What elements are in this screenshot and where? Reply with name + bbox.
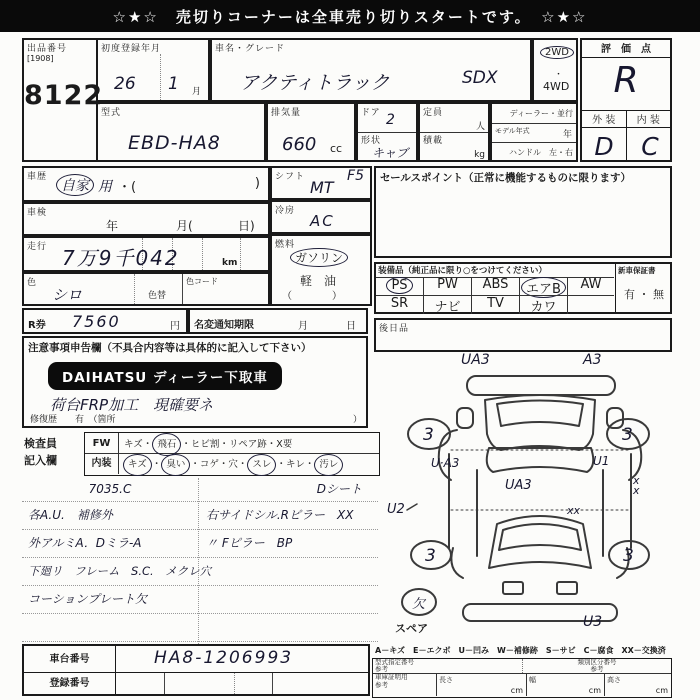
height-unit: cm <box>655 686 668 695</box>
history-circled: 自家 <box>56 174 94 196</box>
drive-type-box <box>532 38 578 102</box>
ac-box <box>270 200 372 234</box>
inspection-month: 月( <box>176 219 193 233</box>
u2-arrow <box>407 504 417 510</box>
color-label: 色 <box>27 278 38 288</box>
shift-note: F5 <box>347 168 364 184</box>
mark-edge-x <box>633 476 640 496</box>
registration-label: 登録番号 <box>24 673 116 694</box>
notes-row <box>22 558 378 586</box>
interior-item: コゲ <box>199 459 219 470</box>
model-value: EBD-HA8 <box>128 132 221 154</box>
history-label: 車歴 <box>27 172 48 182</box>
wheel-rl-mark: 3 <box>425 546 436 566</box>
notes-area <box>22 478 378 644</box>
equip-navi: ナビ <box>424 296 472 314</box>
first-registration-box <box>96 38 210 102</box>
separator: ・ <box>142 439 153 450</box>
sales-point-box <box>374 166 672 258</box>
chassis-row <box>24 646 368 673</box>
door-label: ドア <box>361 108 381 118</box>
divider <box>234 673 235 694</box>
mileage-value: 7万9千042 <box>62 246 180 270</box>
divider <box>492 123 576 124</box>
equipment-row2 <box>376 295 614 314</box>
r-ticket-box <box>22 308 188 334</box>
shift-box <box>270 166 372 200</box>
type-designation-label: 型式指定番号 <box>375 658 414 666</box>
fw-label: FW <box>85 433 119 453</box>
fw-item: ヒビ割 <box>190 439 220 450</box>
equipment-header: 装備品（純正品に限り○をつけてください） <box>376 264 614 278</box>
exterior-label: 外 装 <box>582 111 627 127</box>
rear-foot-left <box>503 582 523 594</box>
repair-history-close: ） <box>352 415 362 425</box>
interior-value: C <box>641 132 659 161</box>
shape-value: キャブ <box>372 146 409 160</box>
mark-rear: U3 <box>583 614 603 630</box>
reference-table <box>372 658 672 698</box>
later-items-box <box>374 318 672 352</box>
car-name-value: アクティトラック <box>240 72 390 94</box>
mark-side-right: U1 <box>593 454 610 468</box>
notes-row <box>22 586 378 614</box>
inspection-year: 年 <box>106 219 119 233</box>
height-label: 高さ <box>607 676 621 684</box>
model-year-unit: 年 <box>562 130 572 140</box>
notice-box <box>22 336 368 428</box>
dealer-trade-in-badge: DAIHATSU ディーラー下取車 <box>48 362 282 390</box>
windshield <box>497 401 583 427</box>
exterior-value: D <box>594 132 614 161</box>
top-banner <box>0 0 700 32</box>
spare-label: スペア <box>395 622 428 635</box>
interior-item-circled: 臭い <box>161 454 190 476</box>
mark-mid-right: xx <box>567 504 581 517</box>
inspector-interior-row <box>85 454 379 474</box>
registration-row <box>24 673 368 694</box>
type-designation-cell <box>373 659 523 673</box>
equip-ps: PS <box>386 277 412 294</box>
first-reg-month: 1 <box>168 74 179 94</box>
x-mark: x <box>633 474 640 487</box>
drive-dot: ・ <box>554 70 564 80</box>
registration-value <box>116 673 368 694</box>
height-cell <box>605 674 671 696</box>
drive-4wd: 4WD <box>543 80 570 93</box>
rating-value: R <box>613 60 639 101</box>
length-cell <box>437 674 527 696</box>
equip-aw: AW <box>580 277 602 292</box>
type-designation-sub: 参考 <box>375 665 388 674</box>
r-ticket-label: R券 <box>28 320 46 331</box>
shift-value: MT <box>310 178 334 197</box>
first-reg-label: 初度登録年月 <box>101 44 162 54</box>
rating-header: 評 価 点 <box>582 40 670 58</box>
ext-int-header <box>582 110 670 128</box>
warranty-cell <box>615 264 670 312</box>
class-label: 類別区分番号 <box>577 658 617 666</box>
ac-value: AC <box>310 212 335 230</box>
name-change-day: 日 <box>346 321 356 332</box>
equipment-box <box>374 262 672 314</box>
displacement-unit: cc <box>330 142 343 155</box>
month-suffix: 月 <box>192 87 202 97</box>
r-ticket-unit: 円 <box>170 321 180 332</box>
drive-2wd: 2WD <box>540 46 574 59</box>
interior-item: キレ <box>285 459 305 470</box>
chassis-value: HA8-1206993 <box>154 648 294 668</box>
note-left-3: 下廻リ フレーム S.C. メクレ穴 <box>28 564 212 578</box>
fw-item-circled: 飛石 <box>152 433 181 456</box>
warranty-value: 有 ・ 無 <box>624 288 664 301</box>
mark-front-left: UA3 <box>461 352 490 368</box>
divider <box>626 127 627 160</box>
inspection-box <box>22 202 270 236</box>
separator: ・ <box>266 439 277 450</box>
car-name-box <box>210 38 532 102</box>
rear-window <box>499 524 581 550</box>
interior-item-circled: 汚レ <box>314 454 343 476</box>
history-box <box>22 166 270 202</box>
capacity-load-box <box>418 102 490 162</box>
front-bumper <box>467 376 615 395</box>
sales-point-header: セールスポイント（正常に機能するものに限ります） <box>380 172 632 184</box>
equip-leather: カワ <box>520 296 568 314</box>
model-label: 型式 <box>101 108 122 118</box>
chassis-label: 車台番号 <box>24 646 116 672</box>
separator: ・ <box>276 459 286 470</box>
mark-front-right: A3 <box>583 352 602 368</box>
separator: ・ <box>304 459 315 470</box>
shape-label: 形状 <box>361 136 382 146</box>
note-left-4: コーションプレート欠 <box>28 592 148 606</box>
notice-note: 荷台FRP加工 現確要ネ <box>50 396 214 414</box>
divider <box>134 274 135 304</box>
divider <box>160 54 161 100</box>
note-right-3 <box>198 558 378 585</box>
history-rest: 用 <box>98 179 112 195</box>
fender-front-left <box>439 430 457 480</box>
separator: ・ <box>237 459 248 470</box>
door-shape-box <box>356 102 418 162</box>
inspection-day: 日) <box>238 219 255 233</box>
divider <box>182 274 183 304</box>
later-items-label: 後日品 <box>379 324 410 334</box>
notes-row <box>22 478 378 502</box>
divider <box>240 238 241 270</box>
first-reg-year: 26 <box>114 74 136 94</box>
width-cell <box>527 674 605 696</box>
separator: ・ <box>190 459 200 470</box>
width-label: 幅 <box>529 676 536 684</box>
mileage-unit: km <box>222 258 238 268</box>
separator: ・ <box>218 459 229 470</box>
equip-airbag: エアB <box>521 277 566 298</box>
reference-row-1 <box>373 659 671 674</box>
length-unit: cm <box>510 686 523 695</box>
note-right-5 <box>198 614 378 641</box>
fuel-gasoline: ガソリン <box>290 248 348 267</box>
inspector-label-line2: 記入欄 <box>24 453 57 467</box>
divider <box>164 673 165 694</box>
mileage-label: 走行 <box>27 242 48 252</box>
equip-abs: ABS <box>472 277 520 295</box>
mirror-left <box>457 408 473 428</box>
dealer-col-box <box>490 102 578 162</box>
warranty-label: 新車保証書 <box>618 266 656 275</box>
color-code-label: 色コード <box>186 277 218 286</box>
inspector-label-line1: 検査員 <box>24 437 57 450</box>
cab-back <box>487 448 594 472</box>
interior-item-circled: キズ <box>123 454 152 476</box>
notes-row <box>22 530 378 558</box>
damage-legend: A－キズ E－エクボ U－凹み W－補修跡 S－サビ C－腐食 XX－交換済 <box>375 646 666 655</box>
displacement-label: 排気量 <box>271 108 302 118</box>
note-left-2: 外アルミA．Dミラ-A <box>28 536 142 550</box>
load-label: 積載 <box>423 136 444 146</box>
rear-foot-right <box>557 582 577 594</box>
note-left-1: 各A.U. 補修外 <box>28 508 113 522</box>
inspection-label: 車検 <box>27 208 48 218</box>
width-unit: cm <box>588 686 601 695</box>
separator: ・ <box>151 459 162 470</box>
lot-number-box <box>22 38 104 162</box>
spare-mark: 欠 <box>412 597 426 612</box>
mark-side-left: U·A3 <box>431 456 460 470</box>
fuel-diesel: 軽 油 <box>300 274 337 288</box>
name-change-label: 名変通知期限 <box>194 320 254 331</box>
class-cell <box>523 659 671 673</box>
interior-items <box>119 454 379 474</box>
reference-row-2 <box>373 674 671 696</box>
history-open: ・( <box>118 180 137 195</box>
displacement-box <box>266 102 356 162</box>
mark-roof: UA3 <box>505 478 532 493</box>
fw-item: リペア跡 <box>228 439 267 450</box>
door-value: 2 <box>386 112 395 128</box>
interior-label: 内 装 <box>636 115 660 126</box>
separator: ・ <box>181 439 191 450</box>
fuel-label: 燃料 <box>275 240 296 250</box>
handle-label: ハンドル 左・右 <box>509 148 573 157</box>
note-right-1: 右サイドシル.Rピラー XX <box>206 508 354 522</box>
note-left-5 <box>22 614 198 641</box>
wheel-rr-mark: 3 <box>623 546 634 566</box>
name-change-box <box>188 308 368 334</box>
dealer-label: ディーラー・並行 <box>509 109 573 118</box>
name-change-month: 月 <box>298 321 308 332</box>
inspector-label <box>24 436 82 469</box>
interior-item: 穴 <box>228 459 238 470</box>
note-left-0: 7035.C <box>88 482 132 496</box>
history-close: ) <box>254 176 260 191</box>
equip-sr: SR <box>376 296 424 314</box>
capacity-label: 定員 <box>423 108 444 118</box>
inspector-fw-row <box>85 433 379 454</box>
capacity-unit: 人 <box>475 122 485 132</box>
lot-label: 出品番号 <box>27 44 68 54</box>
notice-header: 注意事項申告欄（不具合内容等は具体的に記入して下さい） <box>28 342 312 354</box>
garage-cert-label: 車庫証明用 <box>375 673 408 681</box>
wheel-fl-mark: 3 <box>423 425 434 445</box>
fw-item: キズ <box>124 439 143 450</box>
class-sub: 参考 <box>590 665 604 674</box>
x-mark: x <box>633 484 640 497</box>
garage-cert-cell <box>373 674 437 696</box>
truck-outline <box>385 352 695 644</box>
equip-tv: TV <box>472 296 520 314</box>
car-name-label: 車名・グレード <box>215 44 286 54</box>
mileage-box <box>22 236 270 272</box>
r-ticket-value: 7560 <box>72 312 121 331</box>
color-change-label: 色替 <box>148 291 167 301</box>
color-box <box>22 272 270 306</box>
fuel-box <box>270 234 372 306</box>
color-value: シロ <box>52 286 83 304</box>
equip-pw: PW <box>424 277 472 295</box>
garage-cert-sub: 参考 <box>375 680 388 689</box>
notes-row <box>22 502 378 530</box>
fw-item: X要 <box>276 439 293 450</box>
inspector-table <box>84 432 380 476</box>
car-grade-value: SDX <box>462 68 498 88</box>
load-unit: kg <box>474 150 485 160</box>
wheel-fr-mark: 3 <box>622 425 633 445</box>
chassis-box <box>22 644 370 696</box>
divider <box>492 142 576 143</box>
note-right-4 <box>198 586 378 613</box>
banner-text: ☆★☆ 売切りコーナーは全車売り切りスタートです。 ☆★☆ <box>112 7 588 26</box>
length-label: 長さ <box>439 676 453 684</box>
rating-box <box>580 38 672 162</box>
lot-code: [1908] <box>27 54 54 63</box>
ac-label: 冷房 <box>275 206 296 216</box>
interior-item-circled: スレ <box>247 454 276 476</box>
fuel-paren: （ ） <box>282 291 342 302</box>
divider <box>202 238 203 270</box>
equipment-row1 <box>376 277 614 295</box>
mark-left-lower: U2 <box>387 502 405 517</box>
mirror-right <box>607 408 623 428</box>
fw-items <box>119 433 379 453</box>
model-year-label: モデル年式 <box>495 127 530 135</box>
interior-row-label: 内装 <box>85 454 119 474</box>
shift-label: シフト <box>275 172 306 182</box>
damage-diagram <box>385 352 695 644</box>
divider <box>272 673 273 694</box>
equip-blank <box>568 296 614 314</box>
fender-rear-left <box>451 548 463 578</box>
model-code-box <box>96 102 266 162</box>
note-right-0: Dシート <box>316 482 362 496</box>
repair-history-label: 修復歴 有 （箇所 <box>30 415 116 425</box>
note-right-2: 〃 Fピラー BP <box>206 536 293 550</box>
separator: ・ <box>219 439 229 450</box>
displacement-value: 660 <box>282 134 317 155</box>
lot-number: 8122 <box>24 80 104 111</box>
notes-row <box>22 614 378 642</box>
